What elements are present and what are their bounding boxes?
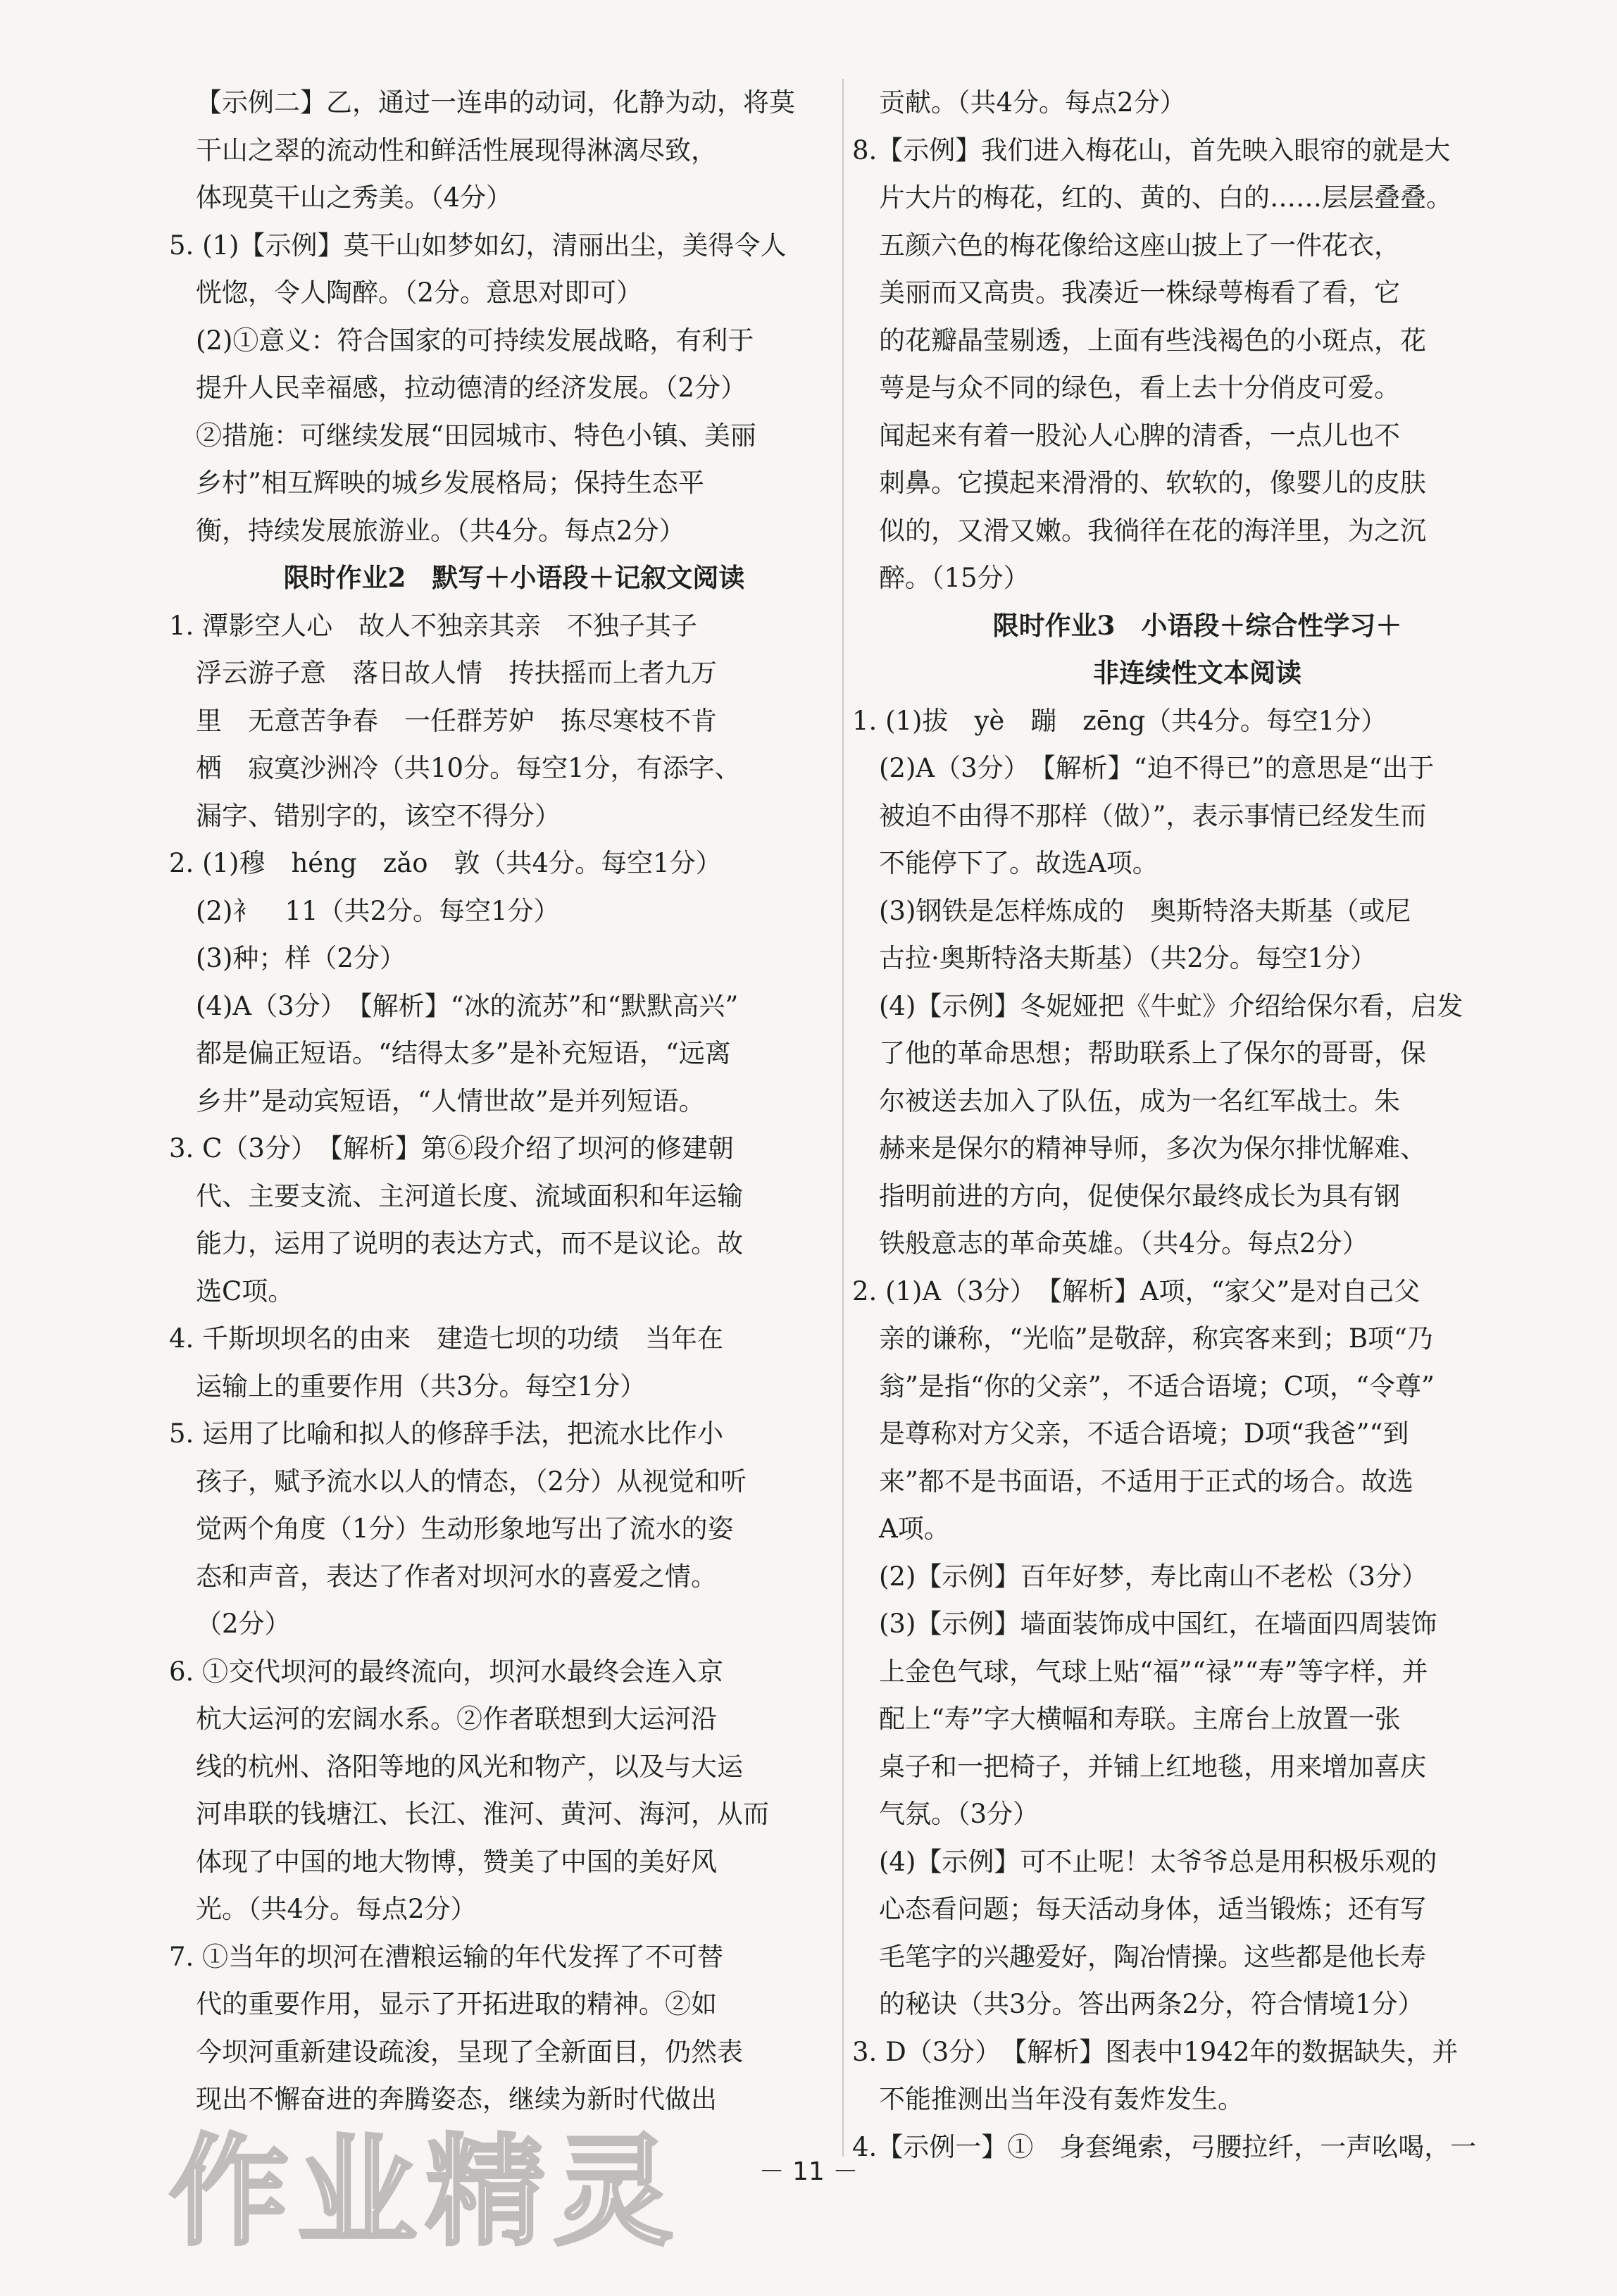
answer-text-line: 运输上的重要作用（共3分。每空1分） — [196, 1371, 647, 1402]
answer-text-line: 闻起来有着一股沁人心脾的清香，一点儿也不 — [879, 420, 1400, 451]
answer-text-line: 能力，运用了说明的表达方式，而不是议论。故 — [196, 1228, 743, 1259]
answer-text-line: (4)【示例】可不止呢！太爷爷总是用积极乐观的 — [879, 1846, 1437, 1877]
answer-text-line: (3)【示例】墙面装饰成中国红，在墙面四周装饰 — [879, 1609, 1437, 1639]
answer-text-line: 桌子和一把椅子，并铺上红地毯，用来增加喜庆 — [879, 1751, 1426, 1782]
answer-text-line: (2)衤 11（共2分。每空1分） — [196, 895, 560, 926]
answer-text-line: 来”都不是书面语，不适用于正式的场合。故选 — [879, 1466, 1413, 1497]
answer-text-line: 赫来是保尔的精神导师，多次为保尔排忧解难、 — [879, 1133, 1426, 1163]
answer-text-line: (3)钢铁是怎样炼成的 奥斯特洛夫斯基（或尼 — [879, 895, 1411, 926]
answer-text-line: (4)【示例】冬妮娅把《牛虻》介绍给保尔看，启发 — [879, 990, 1463, 1021]
answer-item-start: 2. (1)A（3分） 【解析】A项，“家父”是对自己父 — [852, 1275, 1421, 1306]
answer-text-line: 不能停下了。故选A项。 — [879, 848, 1159, 878]
answer-text-line: 的花瓣晶莹剔透，上面有些浅褐色的小斑点，花 — [879, 325, 1426, 356]
section-heading: 限时作业3 小语段＋综合性学习＋ — [992, 609, 1402, 641]
answer-text-line: (2)A（3分） 【解析】“迫不得已”的意思是“出于 — [879, 753, 1435, 783]
answer-text-line: 浮云游子意 落日故人情 抟扶摇而上者九万 — [196, 658, 717, 688]
answer-text-line: 体现莫干山之秀美。（4分） — [196, 182, 513, 213]
section-heading: 限时作业2 默写＋小语段＋记叙文阅读 — [283, 562, 745, 593]
answer-text-line: 乡井”是动宾短语，“人情世故”是并列短语。 — [196, 1085, 705, 1116]
answer-text-line: 不能推测出当年没有轰炸发生。 — [879, 2084, 1244, 2114]
answer-text-line: 的秘诀（共3分。答出两条2分，符合情境1分） — [879, 1989, 1424, 2019]
answer-text-line: 翁”是指“你的父亲”，不适合语境；C项，“令尊” — [879, 1371, 1435, 1402]
answer-text-line: 五颜六色的梅花像给这座山披上了一件花衣， — [879, 230, 1400, 261]
answer-text-line: (3)种；样（2分） — [196, 943, 406, 973]
answer-text-line: ②措施：可继续发展“田园城市、特色小镇、美丽 — [196, 420, 756, 451]
answer-item-start: 3. C（3分） 【解析】第⑥段介绍了坝河的修建朝 — [169, 1133, 734, 1163]
answer-text-line: 亲的谦称，“光临”是敬辞，称宾客来到；B项“乃 — [879, 1323, 1433, 1354]
answer-text-line: 尔被送去加入了队伍，成为一名红军战士。朱 — [879, 1085, 1400, 1116]
answer-text-line: 体现了中国的地大物博，赞美了中国的美好风 — [196, 1846, 717, 1877]
answer-text-line: 现出不懈奋进的奔腾姿态，继续为新时代做出 — [196, 2084, 717, 2114]
answer-text-line: 似的，又滑又嫩。我徜徉在花的海洋里，为之沉 — [879, 515, 1426, 546]
answer-item-start: 8.【示例】我们进入梅花山，首先映入眼帘的就是大 — [852, 135, 1451, 166]
answer-text-line: 选C项。 — [196, 1275, 294, 1306]
answer-text-line: 里 无意苦争春 一任群芳妒 拣尽寒枝不肯 — [196, 705, 717, 736]
answer-text-line: 今坝河重新建设疏浚，呈现了全新面目，仍然表 — [196, 2036, 743, 2067]
answer-text-line: 片大片的梅花，红的、黄的、白的……层层叠叠。 — [879, 182, 1452, 213]
answer-text-line: 指明前进的方向，促使保尔最终成长为具有钢 — [879, 1180, 1400, 1211]
answer-text-line: 乡村”相互辉映的城乡发展格局；保持生态平 — [196, 468, 704, 498]
answer-text-line: 萼是与众不同的绿色，看上去十分俏皮可爱。 — [879, 373, 1400, 403]
answer-text-line: 被迫不由得不那样（做）”，表示事情已经发生而 — [879, 800, 1427, 831]
answer-text-line: 铁般意志的革命英雄。（共4分。每点2分） — [879, 1228, 1368, 1259]
answer-text-line: 了他的革命思想；帮助联系上了保尔的哥哥，保 — [879, 1038, 1426, 1068]
answer-text-line: 衡，持续发展旅游业。（共4分。每点2分） — [196, 515, 685, 546]
answer-item-start: 4.【示例一】① 身套绳索，弓腰拉纤，一声吆喝，一 — [852, 2131, 1477, 2162]
answer-text-line: 代、主要支流、主河道长度、流域面积和年运输 — [196, 1180, 743, 1211]
watermark-logo: 作业精灵 — [169, 2123, 682, 2262]
right-column — [852, 79, 1542, 2171]
answer-text-line: 配上“寿”字大横幅和寿联。主席台上放置一张 — [879, 1704, 1401, 1734]
answer-text-line: 都是偏正短语。“结得太多”是补充短语，“远离 — [196, 1038, 731, 1068]
answer-text-line: 代的重要作用，显示了开拓进取的精神。②如 — [196, 1989, 717, 2019]
answer-text-line: 美丽而又高贵。我凑近一株绿萼梅看了看，它 — [879, 277, 1400, 308]
answer-item-start: 6. ①交代坝河的最终流向，坝河水最终会连入京 — [169, 1656, 724, 1687]
answer-text-line: (2)①意义：符合国家的可持续发展战略，有利于 — [196, 325, 754, 356]
answer-text-line: 醉。（15分） — [879, 563, 1030, 593]
answer-text-line: 是尊称对方父亲，不适合语境；D项“我爸”“到 — [879, 1418, 1409, 1449]
answer-text-line: 古拉·奥斯特洛夫斯基）（共2分。每空1分） — [879, 943, 1377, 973]
answer-text-line: 觉两个角度（1分）生动形象地写出了流水的姿 — [196, 1514, 734, 1544]
answer-text-line: 恍惚，令人陶醉。（2分。意思对即可） — [196, 277, 643, 308]
answer-text-line: (2)【示例】百年好梦，寿比南山不老松（3分） — [879, 1561, 1428, 1592]
answer-item-start: 2. (1)穆 héng zǎo 敦（共4分。每空1分） — [169, 848, 722, 878]
answer-text-line: 漏字、错别字的，该空不得分） — [196, 800, 561, 831]
answer-text-line: 贡献。（共4分。每点2分） — [879, 87, 1186, 118]
answer-text-line: 毛笔字的兴趣爱好，陶冶情操。这些都是他长寿 — [879, 1941, 1426, 1972]
section-heading: 非连续性文本阅读 — [1093, 657, 1301, 688]
left-column — [169, 79, 859, 2123]
answer-item-start: 5. (1)【示例】莫干山如梦如幻，清丽出尘，美得令人 — [169, 230, 787, 261]
answer-text-line: A项。 — [879, 1514, 950, 1544]
answer-text-line: 刺鼻。它摸起来滑滑的、软软的，像婴儿的皮肤 — [879, 468, 1426, 498]
answer-text-line: 线的杭州、洛阳等地的风光和物产，以及与大运 — [196, 1751, 743, 1782]
answer-text-line: 提升人民幸福感，拉动德清的经济发展。（2分） — [196, 373, 747, 403]
answer-item-start: 1. (1)拔 yè 蹦 zēng（共4分。每空1分） — [852, 705, 1387, 736]
answer-text-line: 河串联的钱塘江、长江、淮河、黄河、海河，从而 — [196, 1799, 769, 1829]
answer-text-line: 杭大运河的宏阔水系。②作者联想到大运河沿 — [196, 1704, 717, 1734]
answer-item-start: 5. 运用了比喻和拟人的修辞手法，把流水比作小 — [169, 1418, 724, 1449]
answer-item-start: 7. ①当年的坝河在漕粮运输的年代发挥了不可替 — [169, 1941, 724, 1972]
answer-item-start: 4. 千斯坝坝名的由来 建造七坝的功绩 当年在 — [169, 1323, 724, 1354]
answer-text-line: 孩子，赋予流水以人的情态，（2分）从视觉和听 — [196, 1466, 747, 1497]
page-number: － 11 － — [758, 2157, 859, 2186]
answer-text-line: 光。（共4分。每点2分） — [196, 1894, 477, 1924]
answer-item-start: 3. D（3分） 【解析】图表中1942年的数据缺失，并 — [852, 2036, 1459, 2067]
answer-text-line: 干山之翠的流动性和鲜活性展现得淋漓尽致， — [196, 135, 717, 166]
answer-text-line: (4)A（3分） 【解析】“冰的流苏”和“默默高兴” — [196, 990, 739, 1021]
answer-text-line: 上金色气球，气球上贴“福”“禄”“寿”等字样，并 — [879, 1656, 1428, 1687]
answer-text-line: 心态看问题；每天活动身体，适当锻炼；还有写 — [879, 1894, 1426, 1924]
answer-text-line: 栖 寂寞沙洲冷（共10分。每空1分，有添字、 — [196, 753, 741, 783]
answer-text-line: 气氛。（3分） — [879, 1799, 1040, 1829]
answer-text-line: 【示例二】乙，通过一连串的动词，化静为动，将莫 — [196, 87, 795, 118]
answer-item-start: 1. 潭影空人心 故人不独亲其亲 不独子其子 — [169, 610, 698, 641]
column-divider — [842, 79, 844, 2157]
answer-text-line: 态和声音，表达了作者对坝河水的喜爱之情。 — [196, 1561, 717, 1592]
answer-text-line: （2分） — [196, 1609, 291, 1639]
